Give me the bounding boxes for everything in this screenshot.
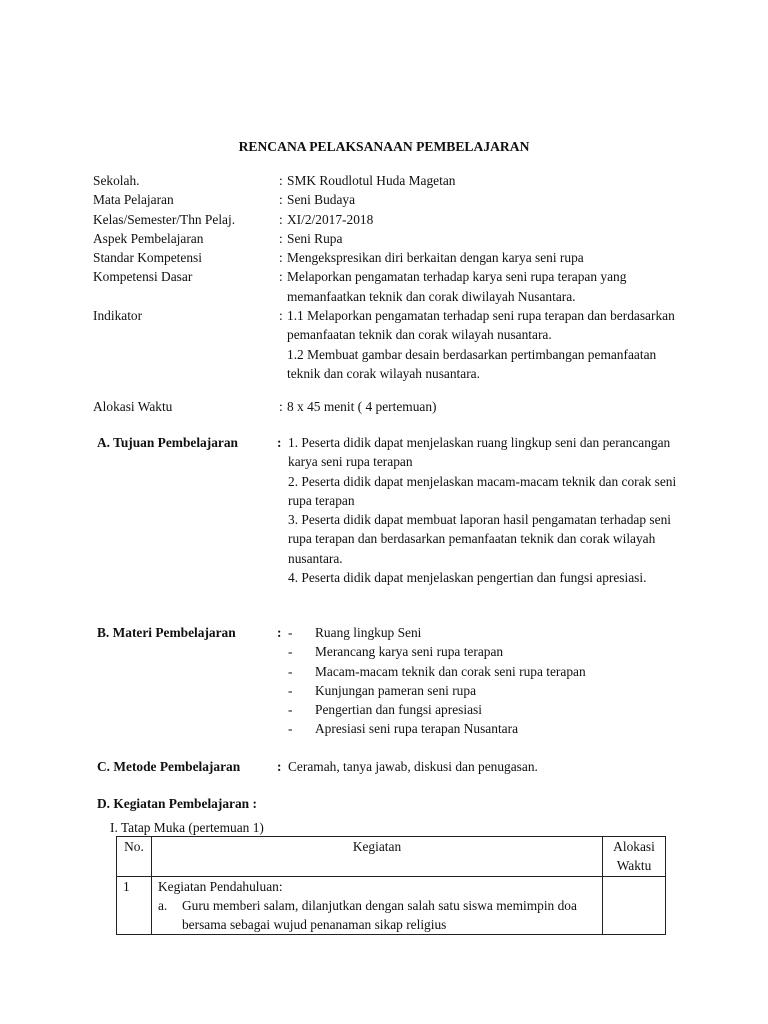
section-colon: : <box>277 625 282 640</box>
section-heading: B. Materi Pembelajaran <box>97 625 236 640</box>
list-item <box>288 719 678 738</box>
section-heading: A. Tujuan Pembelajaran <box>97 435 238 450</box>
section-kegiatan-heading: D. Kegiatan Pembelajaran : <box>97 796 257 811</box>
identity-value: 8 x 45 menit ( 4 pertemuan) <box>287 399 437 415</box>
identity-value: Seni Budaya <box>287 192 356 208</box>
list-item <box>158 896 596 935</box>
materi-list <box>288 623 678 739</box>
section-colon: : <box>277 759 282 774</box>
dash-marker: - <box>288 682 293 698</box>
column-header-kegiatan: Kegiatan <box>151 837 602 877</box>
identity-row-kelas <box>93 210 687 229</box>
identity-row-indikator-2 <box>93 345 687 384</box>
activity-title: Kegiatan Pendahuluan: <box>157 878 283 894</box>
identity-colon: : <box>279 308 283 324</box>
identity-label: Kelas/Semester/Thn Pelaj. <box>93 211 236 227</box>
materi-item: Apresiasi seni rupa terapan Nusantara <box>315 721 519 737</box>
row-number: 1 <box>117 876 152 935</box>
section-colon: : <box>277 435 282 450</box>
tujuan-item: 4. Peserta didik dapat menjelaskan pengertian dan fungsi apresiasi. <box>288 570 647 586</box>
section-tujuan <box>97 433 678 587</box>
section-metode <box>97 757 678 776</box>
identity-label <box>93 345 279 384</box>
identity-row-mata-pelajaran <box>93 190 687 209</box>
table-row <box>117 876 666 935</box>
table-header-row <box>117 837 666 877</box>
identity-value: XI/2/2017-2018 <box>287 211 374 227</box>
identity-label: Standar Kompetensi <box>93 250 202 266</box>
identity-label: Indikator <box>93 308 143 324</box>
identity-colon: : <box>279 250 283 266</box>
materi-item: Macam-macam teknik dan corak seni rupa terapan <box>315 663 586 679</box>
identity-row-aspek <box>93 229 687 248</box>
identity-row-sekolah <box>93 171 687 190</box>
list-item <box>288 700 678 719</box>
row-time <box>603 876 666 935</box>
identity-label: Kompetensi Dasar <box>93 269 193 285</box>
tujuan-item: 2. Peserta didik dapat menjelaskan macam-macam teknik dan corak seni rupa terapan <box>288 473 677 508</box>
tatap-muka-heading: I. Tatap Muka (pertemuan 1) <box>110 820 264 835</box>
column-header-alokasi: Alokasi Waktu <box>603 837 666 877</box>
identity-colon: : <box>279 230 283 246</box>
materi-item: Ruang lingkup Seni <box>315 625 422 640</box>
identity-label: Mata Pelajaran <box>93 192 174 208</box>
activity-text: Guru memberi salam, dilanjutkan dengan salah satu siswa memimpin doa bersama sebagai wujud penanaman sikap religius <box>181 897 577 933</box>
identity-value: 1.2 Membuat gambar desain berdasarkan pertimbangan pemanfaatan teknik dan corak wilayah nusantara. <box>287 346 657 381</box>
identity-colon-blank <box>279 345 287 384</box>
identity-label: Alokasi Waktu <box>93 399 173 415</box>
dash-marker: - <box>288 644 293 660</box>
list-item <box>288 642 678 661</box>
identity-colon: : <box>279 211 283 227</box>
dash-marker: - <box>288 721 293 737</box>
identity-value: Seni Rupa <box>287 230 343 246</box>
identity-value: Melaporkan pengamatan terhadap karya seni rupa terapan yang memanfaatkan teknik dan corak diwilayah Nusantara. <box>287 269 627 304</box>
tujuan-item: 3. Peserta didik dapat membuat laporan hasil pengamatan terhadap seni rupa terapan dan berdasarkan pemanfaatan teknik dan corak wilayah nusantara. <box>288 512 671 566</box>
column-header-no: No. <box>117 837 152 877</box>
identity-block <box>93 171 687 417</box>
identity-row-kompetensi-dasar <box>93 267 687 306</box>
dash-marker: - <box>288 625 293 640</box>
activity-list <box>158 896 596 935</box>
dash-marker: - <box>288 663 293 679</box>
materi-item: Kunjungan pameran seni rupa <box>315 682 477 698</box>
tujuan-item: 1. Peserta didik dapat menjelaskan ruang lingkup seni dan perancangan karya seni rupa terapan <box>288 435 671 470</box>
dash-marker: - <box>288 702 293 718</box>
kegiatan-table <box>116 836 666 935</box>
row-activity <box>151 876 602 935</box>
identity-value: Mengekspresikan diri berkaitan dengan karya seni rupa <box>287 250 584 266</box>
list-item <box>288 623 678 642</box>
identity-colon: : <box>279 269 283 285</box>
list-item <box>288 681 678 700</box>
materi-item: Pengertian dan fungsi apresiasi <box>315 702 482 718</box>
materi-item: Merancang karya seni rupa terapan <box>315 644 504 660</box>
document-title: RENCANA PELAKSANAAN PEMBELAJARAN <box>238 139 530 154</box>
section-heading: C. Metode Pembelajaran <box>97 759 241 774</box>
identity-colon: : <box>279 192 283 208</box>
identity-label: Sekolah. <box>93 173 140 188</box>
identity-value: 1.1 Melaporkan pengamatan terhadap seni rupa terapan dan berdasarkan pemanfaatan teknik dan corak wilayah nusantara. <box>287 308 675 343</box>
identity-colon: : <box>279 173 283 188</box>
item-marker: a. <box>157 897 168 913</box>
section-materi <box>97 623 678 739</box>
list-item <box>288 662 678 681</box>
identity-row-indikator <box>93 306 687 345</box>
identity-value: SMK Roudlotul Huda Magetan <box>287 173 456 188</box>
metode-text: Ceramah, tanya jawab, diskusi dan penugasan. <box>288 759 538 774</box>
identity-row-standar-kompetensi <box>93 248 687 267</box>
identity-colon: : <box>279 399 283 415</box>
tujuan-list <box>288 433 678 587</box>
identity-label: Aspek Pembelajaran <box>93 230 204 246</box>
identity-row-alokasi-waktu <box>93 397 687 416</box>
